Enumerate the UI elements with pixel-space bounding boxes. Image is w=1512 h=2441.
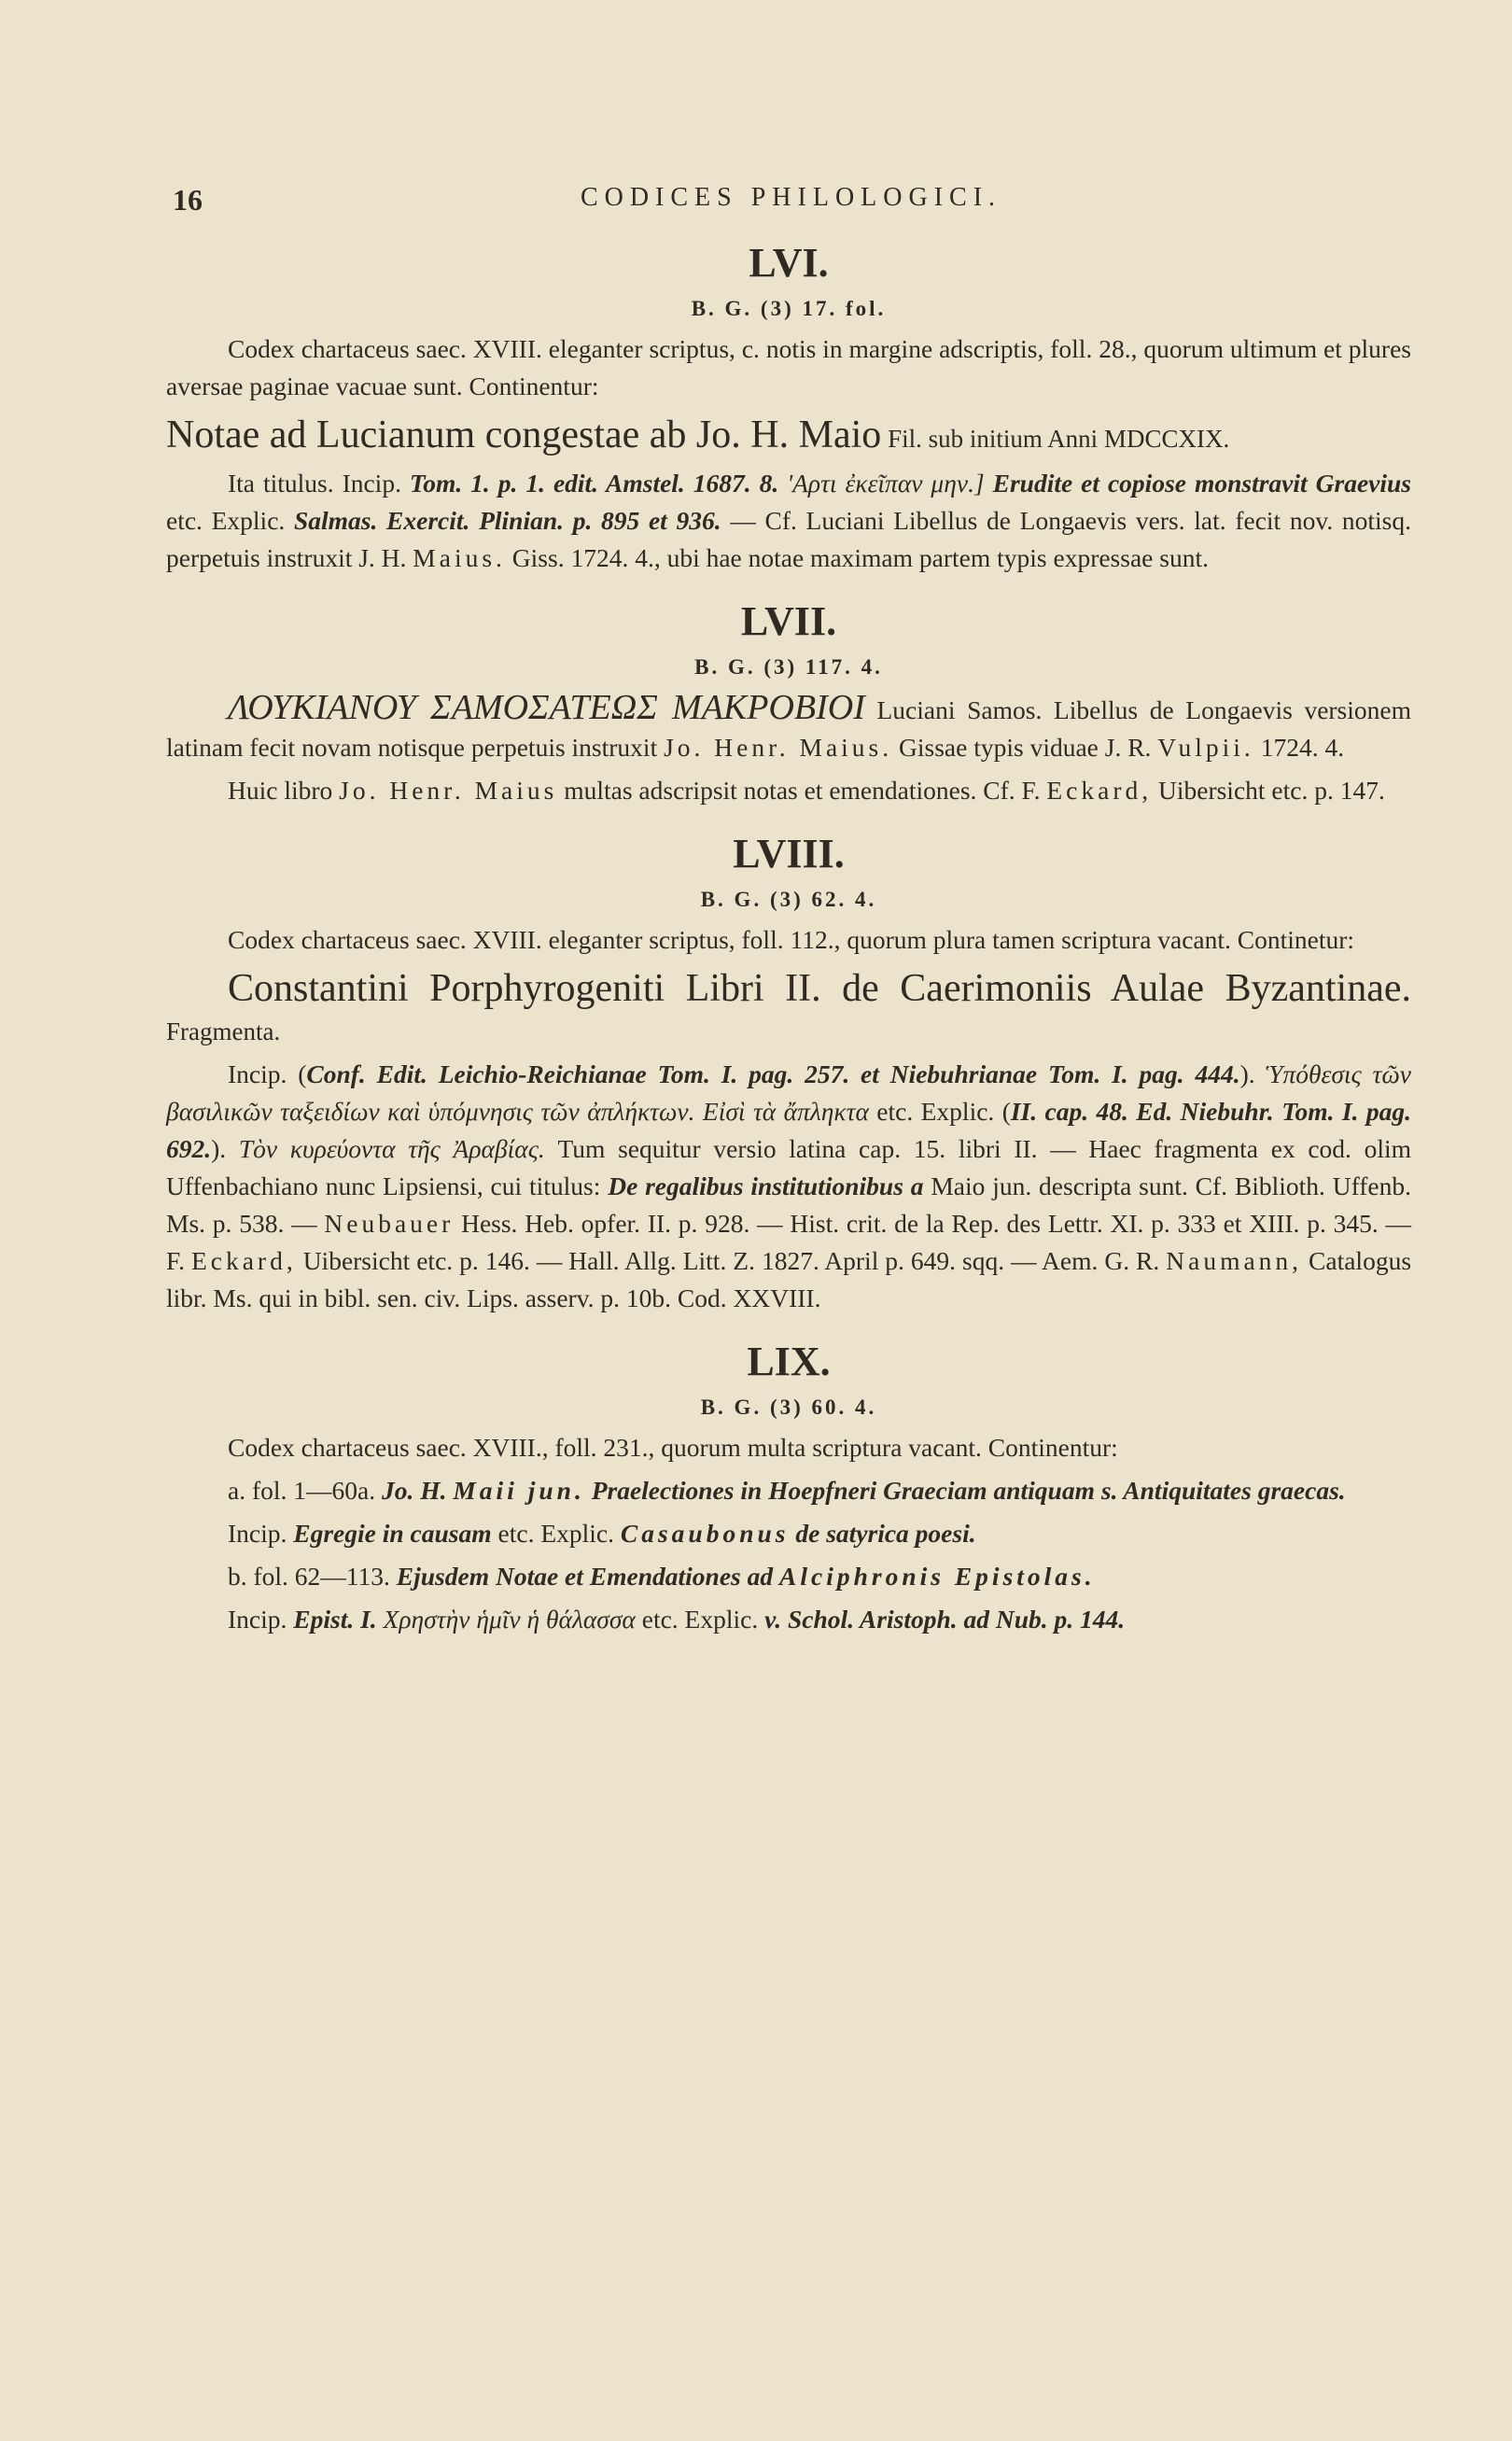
text: 1724. 4. <box>1260 733 1345 762</box>
spaced-name: Maii jun. <box>453 1476 585 1505</box>
greek-text: Χρηστὴν ἡμῖν ἡ θάλασσα <box>383 1605 636 1634</box>
notes-lvi <box>166 465 1411 577</box>
running-head: CODICES PHILOLOGICI. <box>580 183 1002 212</box>
greek-text: ʹΑρτι ἐκεῖπαν μην.] <box>787 469 985 498</box>
text: multas adscripsit notas et emendationes. Cf. F. <box>564 776 1041 805</box>
text: ). <box>1239 1059 1255 1088</box>
text: ). <box>211 1134 227 1163</box>
text-italic: Tom. 1. p. 1. edit. Amstel. 1687. 8. <box>409 469 779 498</box>
spaced-name: Alciphronis Epistolas. <box>779 1562 1096 1591</box>
text: etc. Explic. <box>641 1605 759 1634</box>
text-italic: Jo. H. <box>381 1476 447 1505</box>
item-a-incip <box>166 1515 1411 1552</box>
shelfmark-lvi: B. G. (3) 17. fol. <box>691 297 887 320</box>
item-a <box>166 1472 1411 1509</box>
text: Incip. <box>228 1519 287 1548</box>
text: etc. Explic. <box>497 1519 614 1548</box>
shelfmark-lvii: B. G. (3) 117. 4. <box>694 655 883 679</box>
text: Tum sequitur versio latina cap. 15. libri II. — Haec fragmenta ex cod. olim Uffenbachiano nunc Lipsiensi, cui titulus: <box>166 1134 1412 1200</box>
description-lvi: Codex chartaceus saec. XVIII. eleganter scriptus, c. notis in margine adscriptis, foll. 28., quorum ultimum et plures aversae paginae vacuae sunt. Continentur: <box>166 334 1411 400</box>
section-heading-lix: LIX. <box>747 1339 831 1384</box>
title-main: Constantini Porphyrogeniti Libri II. de Caerimoniis Aulae Byzantinae. <box>228 967 1411 1010</box>
text-italic: v. Schol. Aristoph. ad Nub. p. 144. <box>764 1605 1126 1634</box>
notes-lviii <box>166 1056 1411 1317</box>
text: Maio jun. descripta sunt. Cf. Biblioth. Uffenb. Ms. p. 538. — <box>166 1171 1411 1238</box>
section-heading-lvi: LVI. <box>749 240 829 286</box>
text: Incip. <box>228 1605 287 1634</box>
item-b-incip <box>166 1601 1411 1638</box>
page-header <box>173 183 1409 220</box>
text-italic: II. cap. 48. Ed. Niebuhr. Tom. I. pag. 692. <box>166 1097 1411 1163</box>
spaced-name: Vulpii. <box>1157 733 1254 762</box>
spaced-name: Casaubonus <box>620 1519 790 1548</box>
text-italic: Erudite et copiose monstravit Graevius <box>992 469 1411 498</box>
spaced-name: Eckard, <box>1046 776 1153 805</box>
text: Gissae typis viduae J. R. <box>899 733 1152 762</box>
title-main: Notae ad Lucianum congestae ab Jo. H. Maio <box>166 414 882 456</box>
spaced-name: Jo. Henr. Maius <box>339 776 558 805</box>
greek-text: Τὸν κυρεύοντα τῆς Ἀραβίας. <box>238 1134 545 1163</box>
text: Uibersicht etc. p. 147. <box>1157 776 1385 805</box>
item-label: b. fol. 62—113. <box>228 1562 390 1591</box>
text-italic: de satyrica poesi. <box>795 1519 976 1548</box>
title-tail: Fil. sub initium Anni MDCCXIX. <box>888 425 1230 453</box>
text: Giss. 1724. 4., ubi hae notae maximam partem typis expressae sunt. <box>511 543 1209 572</box>
item-b <box>166 1558 1411 1595</box>
text-italic: Salmas. Exercit. Plinian. p. 895 et 936. <box>293 506 721 535</box>
page-body <box>166 237 1411 1644</box>
spaced-name: Jo. Henr. Maius. <box>664 733 893 762</box>
text-italic: Epist. I. <box>293 1605 377 1634</box>
work-title-lvi <box>166 411 1411 459</box>
text: Hess. Heb. opfer. II. p. 928. — Hist. crit. de la Rep. des Lettr. XI. p. 333 et XIII. p. 345. — F. <box>166 1209 1412 1275</box>
description-lvii <box>166 689 1411 766</box>
text-italic: Ejusdem Notae et Emendationes ad <box>396 1562 774 1591</box>
text: Incip. ( <box>228 1059 307 1088</box>
text-italic: Praelectiones in Hoepfneri Graeciam antiquam s. Antiquitates graecas. <box>591 1476 1346 1505</box>
work-title-lviii <box>166 964 1411 1050</box>
spaced-name: Neubauer <box>324 1209 455 1238</box>
spaced-name: Eckard, <box>190 1246 297 1275</box>
description-lix: Codex chartaceus saec. XVIII., foll. 231., quorum multa scriptura vacant. Continentur: <box>228 1433 1118 1462</box>
greek-text: Ὑπόθεσις τῶν βασιλικῶν ταξειδίων καὶ ὑπόμνησις τῶν ἀπλήκτων. Εἰσὶ τὰ ἄπληκτα <box>166 1059 1411 1126</box>
text: etc. Explic. ( <box>876 1097 1011 1126</box>
text-italic: Conf. Edit. Leichio-Reichianae Tom. I. pag. 257. et Niebuhrianae Tom. I. pag. 444. <box>306 1059 1240 1088</box>
description-lviii: Codex chartaceus saec. XVIII. eleganter scriptus, foll. 112., quorum plura tamen scriptura vacant. Continetur: <box>228 925 1355 954</box>
text-italic: De regalibus institutionibus a <box>608 1171 924 1200</box>
text: Luciani Samos. Libellus de Longaevis versionem latinam fecit novam notisque perpetuis instruxit <box>166 695 1411 762</box>
page-number: 16 <box>173 183 203 217</box>
text: Huic libro <box>228 776 333 805</box>
spaced-name: Naumann, <box>1166 1246 1303 1275</box>
title-tail: Fragmenta. <box>166 1017 281 1045</box>
text: Catalogus libr. Ms. qui in bibl. sen. civ. Lips. asserv. p. 10b. Cod. XXVIII. <box>166 1246 1412 1312</box>
text: etc. Explic. <box>166 506 286 535</box>
greek-title: ΛΟΥΚΙΑΝΟΥ ΣΑΜΟΣΑΤΕΩΣ ΜΑΚΡΟΒΙΟΙ <box>228 688 865 727</box>
section-heading-lvii: LVII. <box>740 598 837 644</box>
section-heading-lviii: LVIII. <box>733 831 845 877</box>
item-label: a. fol. 1—60a. <box>228 1476 376 1505</box>
text: Ita titulus. Incip. <box>228 469 401 498</box>
text: — Cf. Luciani Libellus de Longaevis vers. lat. fecit nov. notisq. perpetuis instruxit J. H. <box>166 506 1412 572</box>
notes-lvii <box>166 772 1411 809</box>
text-italic: Egregie in causam <box>293 1519 492 1548</box>
spaced-name: Maius. <box>413 543 506 572</box>
text: Uibersicht etc. p. 146. — Hall. Allg. Litt. Z. 1827. April p. 649. sqq. — Aem. G. R. <box>302 1246 1160 1275</box>
shelfmark-lix: B. G. (3) 60. 4. <box>700 1396 877 1419</box>
shelfmark-lviii: B. G. (3) 62. 4. <box>700 888 877 911</box>
